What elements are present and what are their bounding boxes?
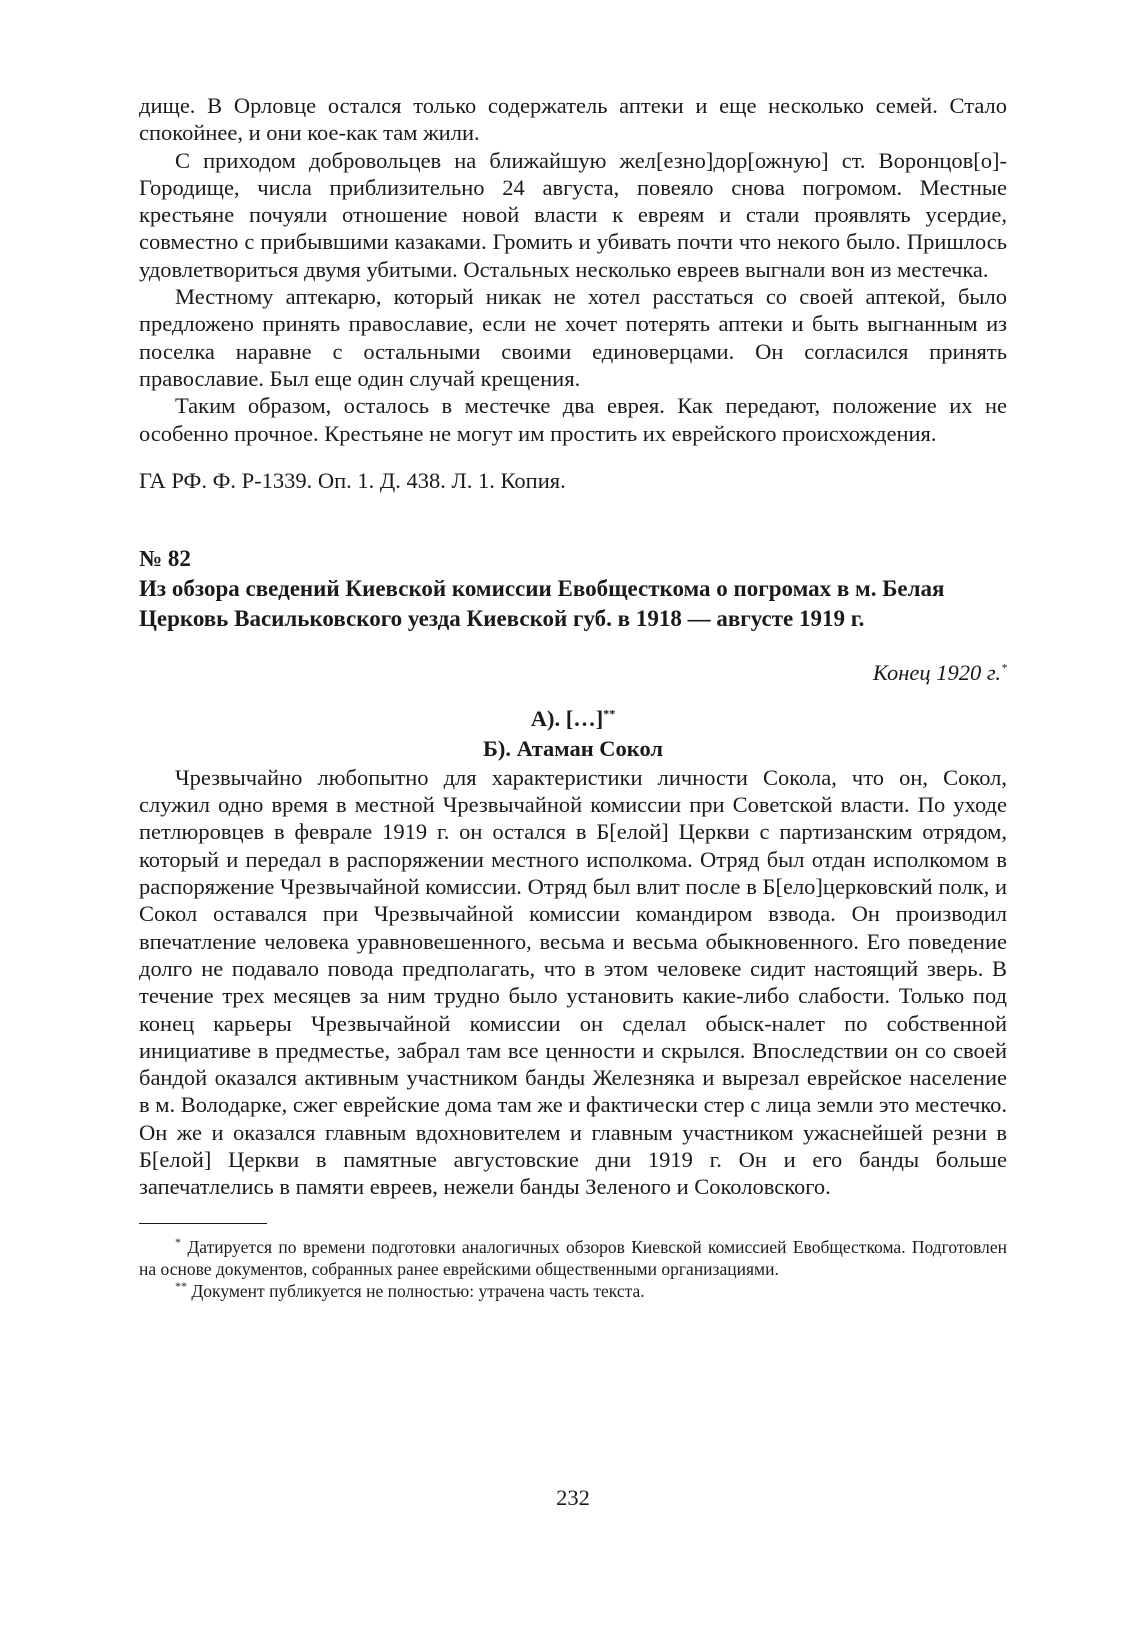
footnote-text: Датируется по времени подготовки аналогичных обзоров Киевской комиссией Евобщесткома. Подготовлен на основе документов, собранных ранее еврейскими общественными организациями. [139, 1236, 1008, 1279]
document-number: № 82 [139, 545, 191, 571]
section-heading-a [139, 704, 1007, 734]
footnote-marker: * [175, 1234, 181, 1249]
date-text: Конец 1920 г. [872, 659, 1001, 685]
document-title: Из обзора сведений Киевской комиссии Евобщесткома о погромах в м. Белая Церковь Васильковского уезда Киевской губ. в 1918 — августе 1919 г. [139, 575, 945, 631]
paragraph: Таким образом, осталось в местечке два еврея. Как передают, положение их не особенно прочное. Крестьяне не могут им простить их еврейского происхождения. [139, 393, 1007, 446]
document-body: Чрезвычайно любопытно для характеристики личности Сокола, что он, Сокол, служил одно время в местной Чрезвычайной комиссии при Советской власти. По уходе петлюровцев в феврале 1919 г. он остался в Б[елой] Церкви с партизанским отрядом, который и передал в распоряжении местного исполкома. Отряд был отдан исполкомом в распоряжение Чрезвычайной комиссии. Отряд был влит после в Б[ело]церковский полк, и Сокол оставался при Чрезвычайной комиссии командиром взвода. Он производил впечатление человека уравновешенного, весьма и весьма обыкновенного. Его поведение долго не подавало повода предполагать, что в этом человеке сидит настоящий зверь. В течение трех месяцев за ним трудно было установить какие-либо слабости. Только под конец карьеры Чрезвычайной комиссии он сделал обыск-налет по собственной инициативе в предместье, забрал там все ценности и скрылся. Впоследствии он со своей бандой оказался активным участником банды Железняка и вырезал еврейское население в м. Володарке, сжег еврейские дома там же и фактически стер с лица земли это местечко. Он же и оказался главным вдохновителем и главным участником ужаснейшей резни в Б[елой] Церкви в памятные августовские дни 1919 г. Он и его банды больше запечатлелись в памяти евреев, нежели банды Зеленого и Соколовского. [139, 764, 1007, 1200]
footnote [139, 1280, 1007, 1302]
footnote-divider [139, 1223, 267, 1224]
section-a-text: А). […] [530, 705, 604, 731]
paragraph: Местному аптекарю, который никак не хотел расстаться со своей аптекой, было предложено принять православие, если не хочет потерять аптеки и быть выгнанным из поселка наравне с остальными своими единоверцами. Он согласился принять православие. Был еще один случай крещения. [139, 284, 1007, 391]
section-heading-b: Б). Атаман Сокол [482, 735, 664, 761]
page-content [139, 92, 1007, 1302]
paragraph: дище. В Орловце остался только содержатель аптеки и еще несколько семей. Стало спокойнее, и они кое-как там жили. [139, 93, 1007, 146]
paragraph: С приходом добровольцев на ближайшую жел[езно]дор[ожную] ст. Воронцов[о]-Городище, числа приблизительно 24 августа, повеяло снова погромом. Местные крестьяне почуяли отношение новой власти к евреям и стали проявлять усердие, совместно с прибывшими казаками. Громить и убивать почти что некого было. Пришлось удовлетвориться двумя убитыми. Остальных несколько евреев выгнали вон из местечка. [139, 147, 1007, 282]
footnote-marker: * [1001, 660, 1007, 675]
footnote-marker: ** [175, 1278, 187, 1293]
document-date [139, 660, 1007, 686]
footnote-text: Документ публикуется не полностью: утрачена часть текста. [191, 1280, 645, 1301]
page-number: 232 [556, 1485, 590, 1510]
intro-text [139, 92, 1007, 447]
archive-source: ГА РФ. Ф. Р-1339. Оп. 1. Д. 438. Л. 1. Копия. [139, 467, 566, 493]
footnote-marker: ** [603, 706, 616, 721]
footnote [139, 1236, 1007, 1280]
